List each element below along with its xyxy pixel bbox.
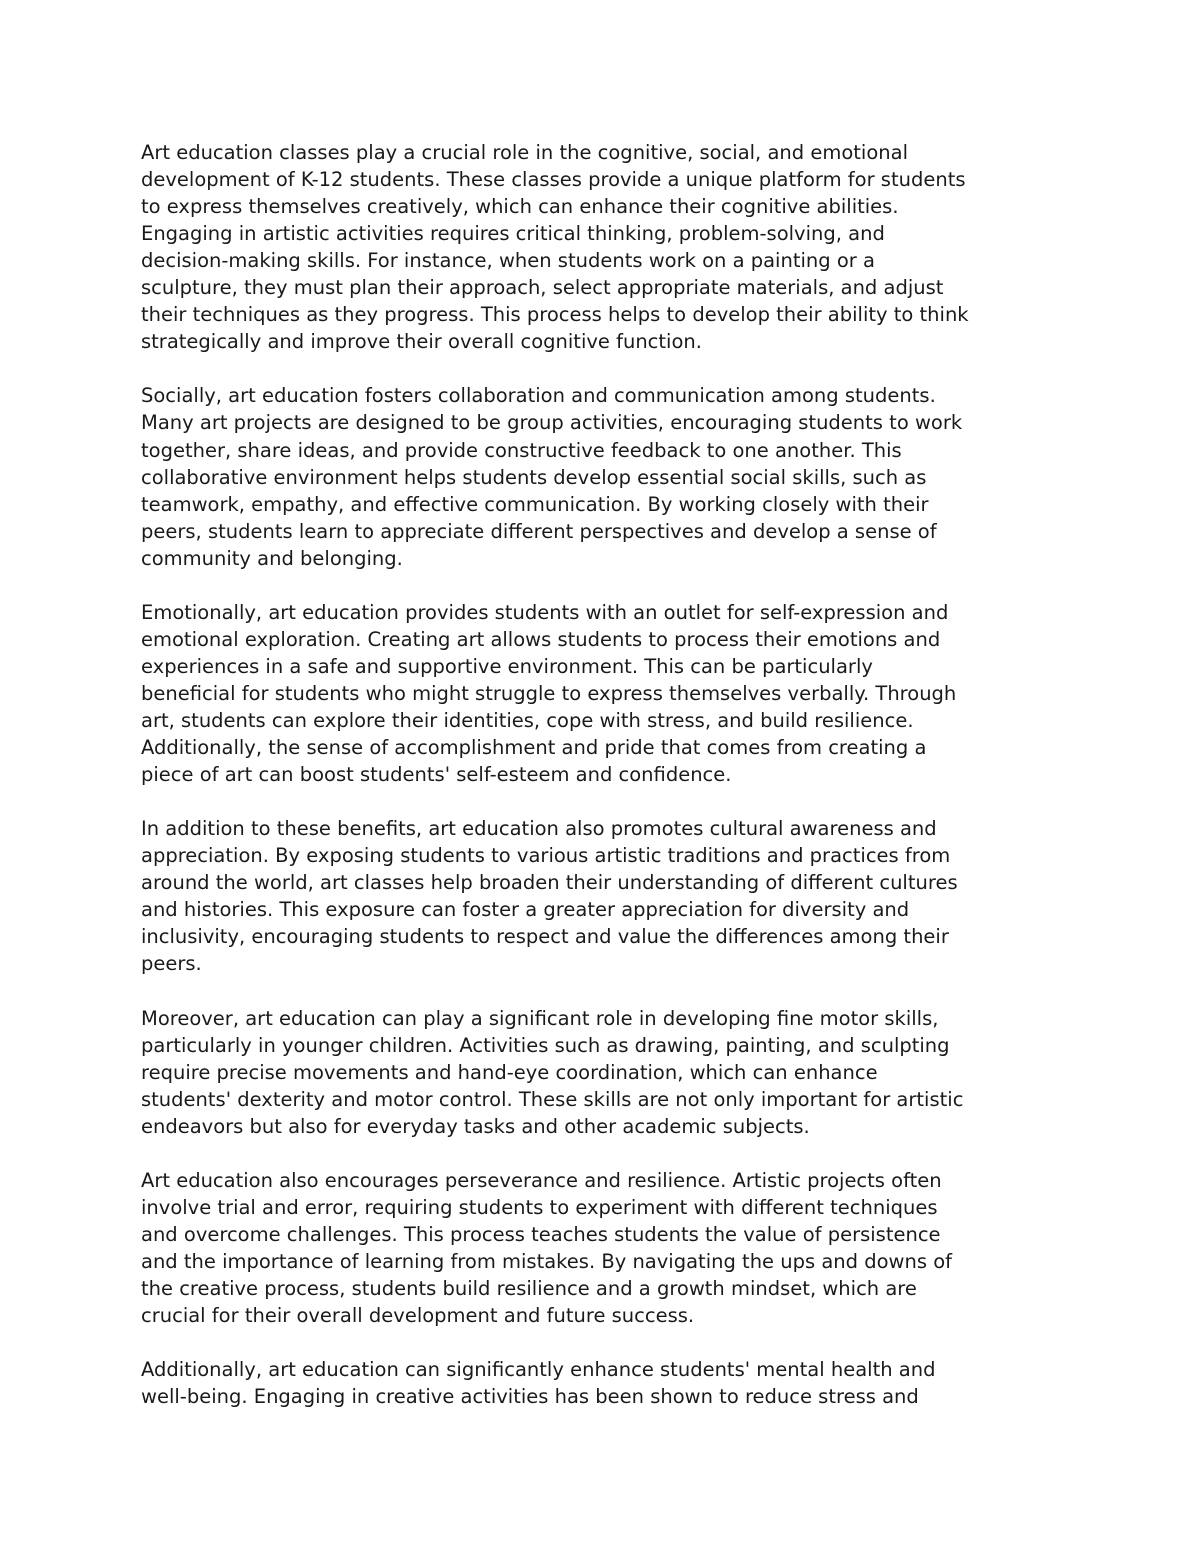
paragraph (141, 1005, 1071, 1140)
text-line: students' dexterity and motor control. These skills are not only important for artistic (141, 1087, 964, 1111)
text-line: decision-making skills. For instance, when students work on a painting or a (141, 249, 875, 273)
paragraph (141, 1356, 1071, 1410)
text-line: sculpture, they must plan their approach, select appropriate materials, and adjust (141, 276, 944, 300)
text-line: In addition to these benefits, art education also promotes cultural awareness and (141, 817, 937, 841)
paragraph (141, 382, 1071, 571)
document-body (141, 139, 1071, 1437)
paragraph (141, 1167, 1071, 1329)
text-line: inclusivity, encouraging students to respect and value the differences among their (141, 925, 949, 949)
text-line: endeavors but also for everyday tasks and other academic subjects. (141, 1114, 810, 1138)
text-line: crucial for their overall development and future success. (141, 1304, 695, 1328)
text-line: appreciation. By exposing students to various artistic traditions and practices from (141, 844, 951, 868)
text-line: well-being. Engaging in creative activities has been shown to reduce stress and (141, 1385, 919, 1409)
text-line: Art education classes play a crucial role in the cognitive, social, and emotional (141, 141, 908, 164)
text-line: the creative process, students build resilience and a growth mindset, which are (141, 1276, 917, 1300)
text-line: development of K-12 students. These classes provide a unique platform for students (141, 168, 966, 192)
text-line: to express themselves creatively, which can enhance their cognitive abilities. (141, 195, 899, 219)
text-line: require precise movements and hand-eye coordination, which can enhance (141, 1060, 878, 1084)
paragraph (141, 139, 1071, 355)
text-line: piece of art can boost students' self-esteem and confidence. (141, 763, 732, 787)
paragraph (141, 815, 1071, 977)
text-line: together, share ideas, and provide constructive feedback to one another. This (141, 438, 902, 462)
text-line: and overcome challenges. This process teaches students the value of persistence (141, 1222, 941, 1246)
text-line: Additionally, art education can significantly enhance students' mental health and (141, 1358, 936, 1382)
text-line: peers, students learn to appreciate different perspectives and develop a sense of (141, 519, 937, 543)
text-line: beneficial for students who might struggle to express themselves verbally. Through (141, 681, 957, 705)
text-line: Many art projects are designed to be group activities, encouraging students to work (141, 411, 963, 435)
text-line: peers. (141, 952, 202, 976)
text-line: Additionally, the sense of accomplishment and pride that comes from creating a (141, 736, 927, 760)
text-line: around the world, art classes help broaden their understanding of different cultures (141, 871, 958, 895)
text-line: Socially, art education fosters collaboration and communication among students. (141, 384, 936, 408)
text-line: involve trial and error, requiring students to experiment with different techniques (141, 1195, 938, 1219)
text-line: their techniques as they progress. This process helps to develop their ability to think (141, 303, 969, 327)
text-line: emotional exploration. Creating art allows students to process their emotions and (141, 627, 941, 651)
text-line: community and belonging. (141, 546, 403, 570)
text-line: art, students can explore their identities, cope with stress, and build resilience. (141, 708, 914, 732)
text-line: strategically and improve their overall cognitive function. (141, 330, 702, 354)
text-line: Art education also encourages perseverance and resilience. Artistic projects often (141, 1168, 942, 1192)
text-line: and histories. This exposure can foster a greater appreciation for diversity and (141, 898, 910, 922)
text-line: particularly in younger children. Activities such as drawing, painting, and sculpting (141, 1033, 950, 1057)
text-line: experiences in a safe and supportive environment. This can be particularly (141, 654, 873, 678)
text-line: Moreover, art education can play a significant role in developing fine motor skills, (141, 1006, 939, 1030)
text-line: and the importance of learning from mistakes. By navigating the ups and downs of (141, 1249, 952, 1273)
text-line: teamwork, empathy, and effective communication. By working closely with their (141, 492, 929, 516)
text-line: Emotionally, art education provides students with an outlet for self-expression and (141, 600, 949, 624)
text-line: Engaging in artistic activities requires critical thinking, problem-solving, and (141, 222, 885, 246)
paragraph (141, 599, 1071, 788)
text-line: collaborative environment helps students develop essential social skills, such as (141, 465, 927, 489)
